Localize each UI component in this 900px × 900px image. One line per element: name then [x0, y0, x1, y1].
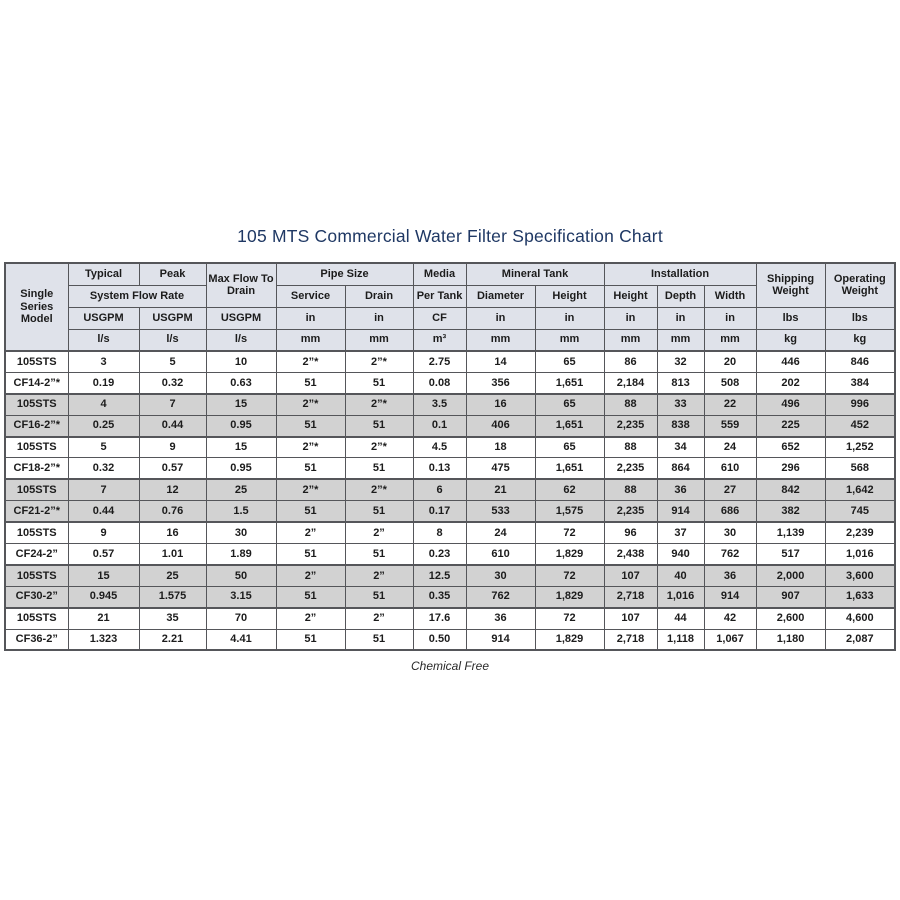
- value-cell: 1,829: [535, 629, 604, 650]
- value-cell: 12.5: [413, 565, 466, 586]
- value-cell: 517: [756, 544, 825, 565]
- value-cell: 496: [756, 394, 825, 415]
- value-cell: 9: [68, 522, 139, 543]
- value-cell: 1,067: [704, 629, 756, 650]
- value-cell: 0.1: [413, 415, 466, 436]
- header-depth: Depth: [657, 285, 704, 307]
- value-cell: 24: [704, 437, 756, 458]
- header-unit-us: USGPM: [68, 307, 139, 329]
- value-cell: 2,000: [756, 565, 825, 586]
- value-cell: 2.21: [139, 629, 206, 650]
- value-cell: 2”*: [276, 351, 345, 372]
- value-cell: 0.50: [413, 629, 466, 650]
- header-inst-height: Height: [604, 285, 657, 307]
- value-cell: 3,600: [825, 565, 895, 586]
- value-cell: 1,139: [756, 522, 825, 543]
- value-cell: 2,239: [825, 522, 895, 543]
- value-cell: 406: [466, 415, 535, 436]
- header-unit-metric: l/s: [206, 329, 276, 351]
- value-cell: 0.76: [139, 501, 206, 522]
- value-cell: 17.6: [413, 608, 466, 629]
- value-cell: 0.08: [413, 372, 466, 393]
- table-body: [5, 351, 895, 650]
- header-unit-us: in: [276, 307, 345, 329]
- value-cell: 22: [704, 394, 756, 415]
- model-cell: CF18-2”*: [5, 458, 68, 479]
- header-peak: Peak: [139, 263, 206, 285]
- value-cell: 16: [466, 394, 535, 415]
- value-cell: 3.5: [413, 394, 466, 415]
- value-cell: 7: [139, 394, 206, 415]
- table-row: [5, 437, 895, 458]
- value-cell: 15: [206, 394, 276, 415]
- value-cell: 4,600: [825, 608, 895, 629]
- value-cell: 1,016: [657, 586, 704, 607]
- value-cell: 51: [276, 501, 345, 522]
- value-cell: 1,016: [825, 544, 895, 565]
- value-cell: 14: [466, 351, 535, 372]
- value-cell: 51: [345, 415, 413, 436]
- value-cell: 51: [345, 458, 413, 479]
- value-cell: 446: [756, 351, 825, 372]
- header-media: Media: [413, 263, 466, 285]
- value-cell: 745: [825, 501, 895, 522]
- table-row: [5, 372, 895, 393]
- value-cell: 32: [657, 351, 704, 372]
- value-cell: 107: [604, 608, 657, 629]
- value-cell: 762: [466, 586, 535, 607]
- value-cell: 3.15: [206, 586, 276, 607]
- value-cell: 0.25: [68, 415, 139, 436]
- value-cell: 9: [139, 437, 206, 458]
- value-cell: 1,180: [756, 629, 825, 650]
- header-service: Service: [276, 285, 345, 307]
- value-cell: 533: [466, 501, 535, 522]
- value-cell: 0.945: [68, 586, 139, 607]
- value-cell: 846: [825, 351, 895, 372]
- value-cell: 8: [413, 522, 466, 543]
- table-row: [5, 565, 895, 586]
- header-unit-metric: mm: [657, 329, 704, 351]
- value-cell: 5: [139, 351, 206, 372]
- value-cell: 16: [139, 522, 206, 543]
- value-cell: 50: [206, 565, 276, 586]
- header-installation: Installation: [604, 263, 756, 285]
- value-cell: 3: [68, 351, 139, 372]
- value-cell: 2”: [345, 565, 413, 586]
- value-cell: 1,118: [657, 629, 704, 650]
- value-cell: 0.13: [413, 458, 466, 479]
- value-cell: 25: [139, 565, 206, 586]
- header-unit-metric: l/s: [68, 329, 139, 351]
- header-per-tank: Per Tank: [413, 285, 466, 307]
- table-row: [5, 608, 895, 629]
- value-cell: 0.17: [413, 501, 466, 522]
- value-cell: 30: [704, 522, 756, 543]
- value-cell: 0.95: [206, 415, 276, 436]
- model-cell: CF24-2”: [5, 544, 68, 565]
- table-row: [5, 501, 895, 522]
- value-cell: 1,829: [535, 544, 604, 565]
- header-unit-metric: mm: [276, 329, 345, 351]
- value-cell: 1,651: [535, 372, 604, 393]
- header-shipping-weight: Shipping Weight: [756, 263, 825, 307]
- value-cell: 2,718: [604, 586, 657, 607]
- model-cell: 105STS: [5, 522, 68, 543]
- value-cell: 2”: [345, 522, 413, 543]
- header-unit-metric: mm: [345, 329, 413, 351]
- value-cell: 4: [68, 394, 139, 415]
- value-cell: 2”*: [345, 479, 413, 500]
- model-cell: CF36-2”: [5, 629, 68, 650]
- value-cell: 5: [68, 437, 139, 458]
- spec-table: [4, 262, 896, 651]
- value-cell: 2”*: [345, 437, 413, 458]
- value-cell: 2,184: [604, 372, 657, 393]
- value-cell: 2”*: [345, 394, 413, 415]
- value-cell: 1,252: [825, 437, 895, 458]
- header-unit-us: lbs: [825, 307, 895, 329]
- value-cell: 356: [466, 372, 535, 393]
- table-row: [5, 586, 895, 607]
- value-cell: 0.44: [139, 415, 206, 436]
- value-cell: 62: [535, 479, 604, 500]
- header-drain: Drain: [345, 285, 413, 307]
- value-cell: 96: [604, 522, 657, 543]
- value-cell: 51: [276, 458, 345, 479]
- header-unit-us: in: [657, 307, 704, 329]
- header-unit-metric: mm: [466, 329, 535, 351]
- value-cell: 88: [604, 437, 657, 458]
- value-cell: 51: [276, 415, 345, 436]
- value-cell: 65: [535, 437, 604, 458]
- value-cell: 2”: [276, 565, 345, 586]
- value-cell: 914: [657, 501, 704, 522]
- header-unit-us: in: [535, 307, 604, 329]
- value-cell: 813: [657, 372, 704, 393]
- header-unit-us: USGPM: [139, 307, 206, 329]
- value-cell: 27: [704, 479, 756, 500]
- value-cell: 36: [657, 479, 704, 500]
- value-cell: 42: [704, 608, 756, 629]
- header-unit-metric: kg: [756, 329, 825, 351]
- value-cell: 610: [704, 458, 756, 479]
- value-cell: 1,651: [535, 458, 604, 479]
- header-units-row-us: [5, 307, 895, 329]
- value-cell: 452: [825, 415, 895, 436]
- header-unit-metric: m³: [413, 329, 466, 351]
- value-cell: 842: [756, 479, 825, 500]
- value-cell: 0.63: [206, 372, 276, 393]
- value-cell: 25: [206, 479, 276, 500]
- model-cell: 105STS: [5, 394, 68, 415]
- header-pipe-size: Pipe Size: [276, 263, 413, 285]
- header-units-row-metric: [5, 329, 895, 351]
- value-cell: 18: [466, 437, 535, 458]
- value-cell: 65: [535, 394, 604, 415]
- value-cell: 24: [466, 522, 535, 543]
- header-width: Width: [704, 285, 756, 307]
- value-cell: 1.575: [139, 586, 206, 607]
- table-row: [5, 544, 895, 565]
- value-cell: 2”*: [345, 351, 413, 372]
- footer-note: Chemical Free: [410, 659, 490, 673]
- value-cell: 6: [413, 479, 466, 500]
- value-cell: 51: [276, 372, 345, 393]
- value-cell: 1.323: [68, 629, 139, 650]
- value-cell: 762: [704, 544, 756, 565]
- page-title: 105 MTS Commercial Water Filter Specification Chart: [237, 226, 663, 246]
- value-cell: 508: [704, 372, 756, 393]
- header-unit-us: CF: [413, 307, 466, 329]
- value-cell: 51: [276, 629, 345, 650]
- value-cell: 1,575: [535, 501, 604, 522]
- value-cell: 2.75: [413, 351, 466, 372]
- model-cell: CF21-2”*: [5, 501, 68, 522]
- value-cell: 51: [345, 372, 413, 393]
- value-cell: 35: [139, 608, 206, 629]
- value-cell: 88: [604, 479, 657, 500]
- value-cell: 0.23: [413, 544, 466, 565]
- header-max-flow-to-drain: Max Flow To Drain: [206, 263, 276, 307]
- value-cell: 33: [657, 394, 704, 415]
- value-cell: 838: [657, 415, 704, 436]
- value-cell: 2,235: [604, 458, 657, 479]
- value-cell: 21: [466, 479, 535, 500]
- header-unit-metric: mm: [535, 329, 604, 351]
- value-cell: 72: [535, 522, 604, 543]
- header-unit-us: lbs: [756, 307, 825, 329]
- value-cell: 40: [657, 565, 704, 586]
- value-cell: 1,633: [825, 586, 895, 607]
- value-cell: 1,642: [825, 479, 895, 500]
- value-cell: 2”*: [276, 394, 345, 415]
- value-cell: 1.89: [206, 544, 276, 565]
- value-cell: 2”: [276, 608, 345, 629]
- model-cell: 105STS: [5, 565, 68, 586]
- value-cell: 86: [604, 351, 657, 372]
- header-tank-height: Height: [535, 285, 604, 307]
- value-cell: 0.57: [139, 458, 206, 479]
- table-row: [5, 351, 895, 372]
- header-system-flow-rate: System Flow Rate: [68, 285, 206, 307]
- value-cell: 384: [825, 372, 895, 393]
- header-unit-us: in: [704, 307, 756, 329]
- model-cell: 105STS: [5, 479, 68, 500]
- value-cell: 0.57: [68, 544, 139, 565]
- header-operating-weight: Operating Weight: [825, 263, 895, 307]
- value-cell: 65: [535, 351, 604, 372]
- value-cell: 36: [704, 565, 756, 586]
- header-unit-metric: l/s: [139, 329, 206, 351]
- value-cell: 0.44: [68, 501, 139, 522]
- value-cell: 51: [345, 501, 413, 522]
- value-cell: 10: [206, 351, 276, 372]
- value-cell: 559: [704, 415, 756, 436]
- value-cell: 914: [466, 629, 535, 650]
- value-cell: 15: [68, 565, 139, 586]
- value-cell: 36: [466, 608, 535, 629]
- value-cell: 51: [345, 544, 413, 565]
- value-cell: 1,829: [535, 586, 604, 607]
- value-cell: 996: [825, 394, 895, 415]
- table-row: [5, 415, 895, 436]
- value-cell: 72: [535, 608, 604, 629]
- model-cell: CF16-2”*: [5, 415, 68, 436]
- value-cell: 2”: [276, 522, 345, 543]
- header-unit-us: in: [604, 307, 657, 329]
- value-cell: 21: [68, 608, 139, 629]
- header-model: Single Series Model: [5, 263, 68, 351]
- value-cell: 0.19: [68, 372, 139, 393]
- value-cell: 225: [756, 415, 825, 436]
- value-cell: 568: [825, 458, 895, 479]
- value-cell: 1.5: [206, 501, 276, 522]
- value-cell: 51: [345, 586, 413, 607]
- header-unit-us: in: [466, 307, 535, 329]
- value-cell: 72: [535, 565, 604, 586]
- value-cell: 12: [139, 479, 206, 500]
- header-unit-metric: mm: [604, 329, 657, 351]
- value-cell: 382: [756, 501, 825, 522]
- table-row: [5, 394, 895, 415]
- value-cell: 652: [756, 437, 825, 458]
- value-cell: 475: [466, 458, 535, 479]
- value-cell: 907: [756, 586, 825, 607]
- value-cell: 20: [704, 351, 756, 372]
- value-cell: 15: [206, 437, 276, 458]
- value-cell: 107: [604, 565, 657, 586]
- value-cell: 202: [756, 372, 825, 393]
- value-cell: 0.95: [206, 458, 276, 479]
- value-cell: 2,718: [604, 629, 657, 650]
- table-header: [5, 263, 895, 351]
- value-cell: 2,438: [604, 544, 657, 565]
- value-cell: 70: [206, 608, 276, 629]
- value-cell: 30: [206, 522, 276, 543]
- table-row: [5, 522, 895, 543]
- value-cell: 7: [68, 479, 139, 500]
- value-cell: 2,235: [604, 501, 657, 522]
- value-cell: 2,600: [756, 608, 825, 629]
- header-diameter: Diameter: [466, 285, 535, 307]
- header-unit-us: USGPM: [206, 307, 276, 329]
- model-cell: CF14-2”*: [5, 372, 68, 393]
- value-cell: 0.32: [68, 458, 139, 479]
- value-cell: 4.41: [206, 629, 276, 650]
- value-cell: 610: [466, 544, 535, 565]
- header-unit-us: in: [345, 307, 413, 329]
- header-unit-metric: mm: [704, 329, 756, 351]
- model-cell: 105STS: [5, 608, 68, 629]
- header-mineral-tank: Mineral Tank: [466, 263, 604, 285]
- table-row: [5, 629, 895, 650]
- value-cell: 2,087: [825, 629, 895, 650]
- value-cell: 34: [657, 437, 704, 458]
- value-cell: 940: [657, 544, 704, 565]
- value-cell: 1,651: [535, 415, 604, 436]
- table-row: [5, 458, 895, 479]
- value-cell: 2,235: [604, 415, 657, 436]
- value-cell: 914: [704, 586, 756, 607]
- model-cell: 105STS: [5, 351, 68, 372]
- value-cell: 2”: [345, 608, 413, 629]
- value-cell: 44: [657, 608, 704, 629]
- value-cell: 2”*: [276, 437, 345, 458]
- header-typical: Typical: [68, 263, 139, 285]
- value-cell: 686: [704, 501, 756, 522]
- value-cell: 88: [604, 394, 657, 415]
- header-unit-metric: kg: [825, 329, 895, 351]
- value-cell: 37: [657, 522, 704, 543]
- value-cell: 51: [345, 629, 413, 650]
- value-cell: 0.35: [413, 586, 466, 607]
- value-cell: 864: [657, 458, 704, 479]
- value-cell: 51: [276, 544, 345, 565]
- value-cell: 0.32: [139, 372, 206, 393]
- value-cell: 2”*: [276, 479, 345, 500]
- header-row-1: [5, 263, 895, 285]
- value-cell: 30: [466, 565, 535, 586]
- value-cell: 4.5: [413, 437, 466, 458]
- value-cell: 296: [756, 458, 825, 479]
- model-cell: CF30-2”: [5, 586, 68, 607]
- table-row: [5, 479, 895, 500]
- value-cell: 1.01: [139, 544, 206, 565]
- model-cell: 105STS: [5, 437, 68, 458]
- value-cell: 51: [276, 586, 345, 607]
